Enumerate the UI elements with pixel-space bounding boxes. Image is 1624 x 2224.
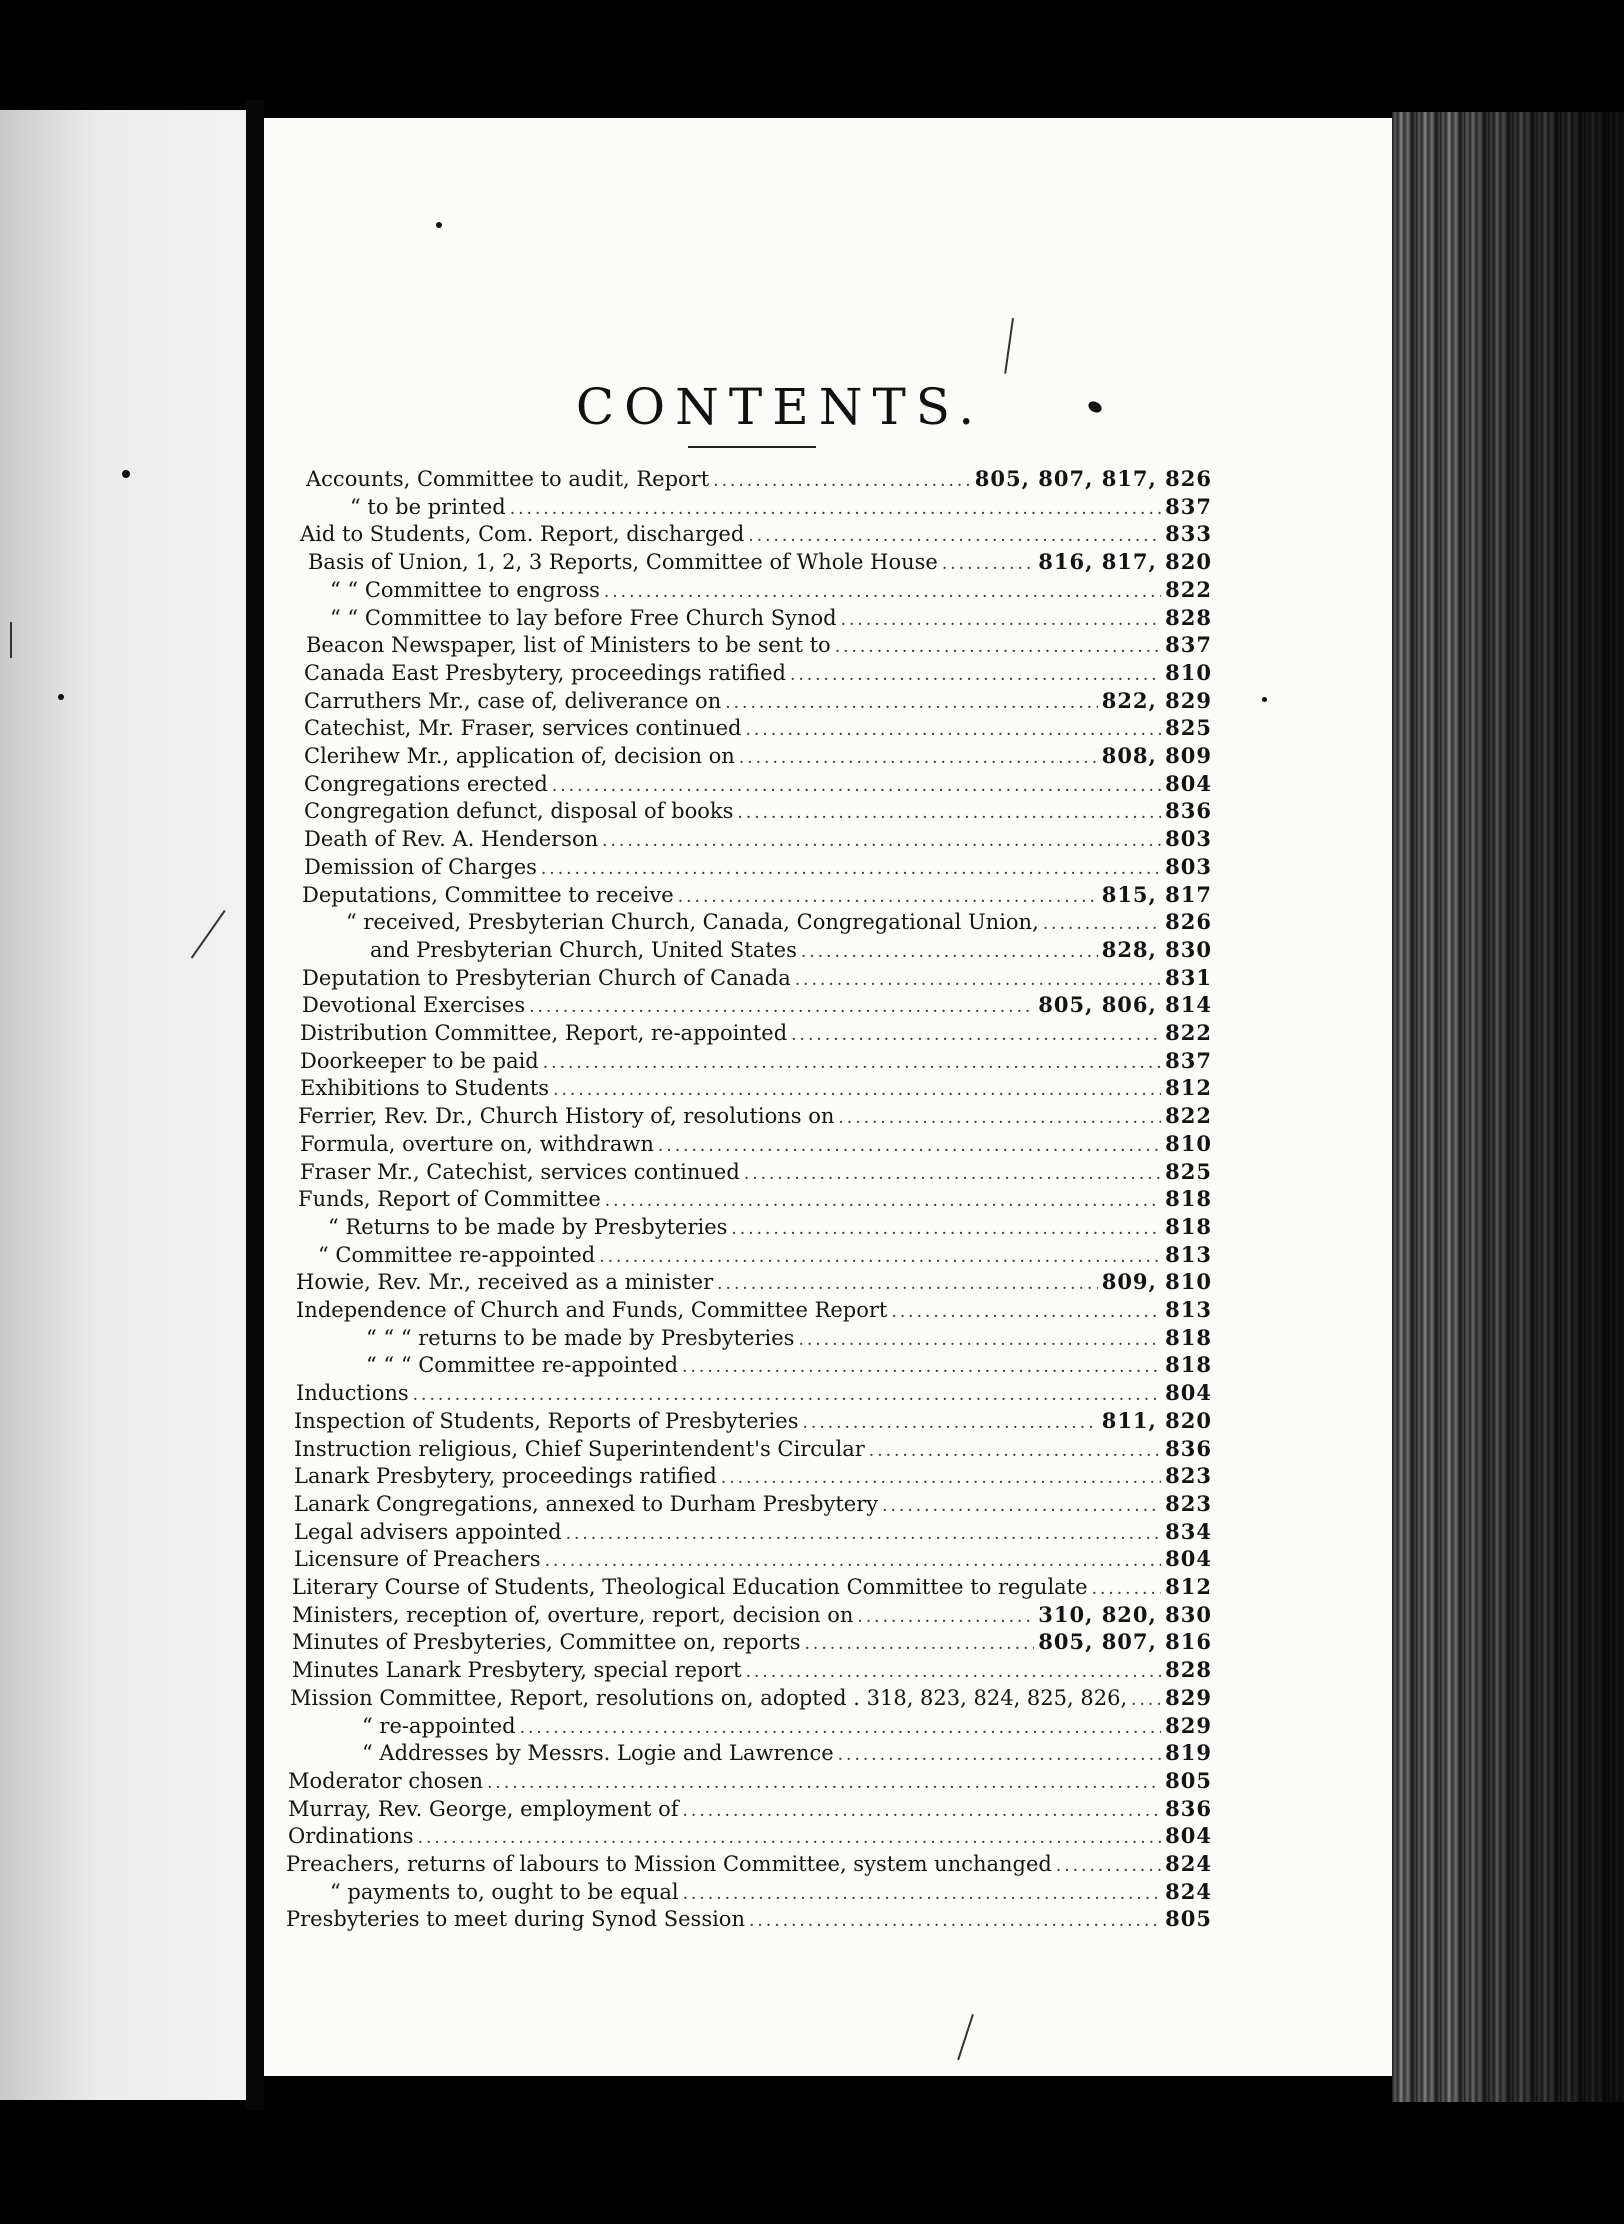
toc-entry-label: Congregation defunct, disposal of books: [304, 799, 734, 824]
toc-entry-pages: 836: [1165, 1435, 1212, 1461]
toc-entry-pages: 825: [1165, 715, 1212, 741]
toc-entry: [300, 1020, 1212, 1048]
toc-entry-pages: 818: [1165, 1213, 1212, 1239]
dot-leader: [658, 1136, 1161, 1156]
toc-entry-label: Catechist, Mr. Fraser, services continued: [304, 716, 742, 741]
toc-entry-label: “ Committee re-appointed: [318, 1242, 596, 1267]
dot-leader: [683, 1884, 1162, 1904]
toc-entry-label: Ferrier, Rev. Dr., Church History of, resolutions on: [298, 1104, 835, 1129]
dot-leader: [841, 610, 1162, 630]
toc-entry: [300, 521, 1212, 549]
toc-entry-pages: 816, 817, 820: [1038, 549, 1212, 575]
toc-entry-label: Licensure of Preachers: [294, 1547, 541, 1572]
toc-entry-label: Independence of Church and Funds, Committee Report: [296, 1298, 888, 1322]
dot-leader: [510, 499, 1161, 519]
toc-entry: [302, 992, 1212, 1020]
toc-entry: [304, 854, 1212, 882]
toc-entry-pages: 818: [1165, 1186, 1212, 1212]
toc-entry-pages: 803: [1165, 826, 1212, 852]
toc-entry: [308, 549, 1212, 577]
toc-entry: [304, 715, 1212, 743]
toc-entry-pages: 837: [1165, 493, 1212, 519]
toc-entry-pages: 828: [1165, 604, 1212, 630]
toc-entry: [370, 937, 1212, 965]
toc-entry: [300, 1131, 1212, 1159]
toc-entry-pages: 810: [1165, 1130, 1212, 1156]
dot-leader: [942, 554, 1034, 574]
toc-entry-label: Minutes Lanark Presbytery, special report: [292, 1658, 742, 1683]
toc-entry-pages: 818: [1165, 1324, 1212, 1350]
dot-leader: [725, 693, 1097, 713]
toc-entry-label: “ re-appointed: [362, 1713, 516, 1738]
toc-entry-label: Accounts, Committee to audit, Report: [306, 467, 710, 491]
dot-leader: [413, 1385, 1162, 1405]
toc-entry-pages: 836: [1165, 1795, 1212, 1821]
dot-leader: [418, 1828, 1162, 1848]
dot-leader: [746, 720, 1162, 740]
dot-leader: [731, 1219, 1161, 1239]
toc-entry-pages: 822: [1165, 576, 1212, 602]
toc-entry-label: Lanark Congregations, annexed to Durham Presbytery: [294, 1491, 879, 1516]
dot-leader: [541, 859, 1161, 879]
toc-entry-label: Legal advisers appointed: [294, 1519, 562, 1544]
toc-entry-label: Ministers, reception of, overture, report, decision on: [292, 1602, 854, 1627]
toc-entry: [292, 1602, 1212, 1630]
toc-entry-pages: 837: [1165, 1047, 1212, 1073]
toc-entry: [296, 1269, 1212, 1297]
toc-entry-pages: 804: [1165, 1546, 1212, 1572]
toc-entry: [330, 1879, 1212, 1907]
toc-entry-pages: 812: [1165, 1574, 1212, 1599]
dot-leader: [891, 1302, 1161, 1322]
dot-leader: [838, 1108, 1161, 1128]
toc-entry-pages: 815, 817: [1101, 881, 1212, 907]
dot-leader: [838, 1745, 1162, 1765]
toc-entry-label: “ “ Committee to lay before Free Church Synod: [330, 605, 837, 630]
dot-leader: [543, 1053, 1161, 1073]
dot-leader: [1043, 914, 1161, 934]
toc-entry-label: “ “ Committee to engross: [330, 577, 600, 602]
dot-leader: [545, 1551, 1162, 1571]
toc-entry-label: Basis of Union, 1, 2, 3 Reports, Committee of Whole House: [308, 550, 938, 575]
dot-leader: [882, 1496, 1161, 1516]
toc-entry: [300, 1048, 1212, 1076]
toc-entry-label: “ payments to, ought to be equal: [330, 1879, 679, 1904]
toc-entry-pages: 834: [1165, 1518, 1212, 1544]
dot-leader: [599, 1247, 1161, 1267]
scan-speck: [122, 470, 130, 478]
toc-entry-pages: 805: [1165, 1906, 1212, 1932]
toc-entry-label: Death of Rev. A. Henderson: [304, 827, 599, 852]
toc-entry-label: Fraser Mr., Catechist, services continued: [300, 1159, 740, 1184]
toc-entry-pages: 837: [1165, 632, 1212, 658]
toc-entry: [346, 909, 1212, 937]
dot-leader: [487, 1773, 1161, 1793]
toc-entry: [292, 1629, 1212, 1657]
toc-entry-label: Deputation to Presbyterian Church of Canada: [302, 965, 791, 990]
toc-entry-label: “ “ “ returns to be made by Presbyteries: [366, 1325, 795, 1350]
dot-leader: [1131, 1690, 1161, 1710]
toc-entry-label: Lanark Presbytery, proceedings ratified: [294, 1464, 717, 1489]
toc-entry-label: Ordinations: [288, 1824, 414, 1849]
toc-entry: [290, 1685, 1212, 1713]
toc-entry: [298, 1103, 1212, 1131]
toc-entry-pages: 823: [1165, 1490, 1212, 1516]
toc-entry-pages: 804: [1165, 1380, 1212, 1406]
dot-leader: [682, 1357, 1161, 1377]
dot-leader: [737, 803, 1161, 823]
page-title: CONTENTS.: [575, 378, 985, 436]
toc-entry: [304, 688, 1212, 716]
toc-entry-pages: 836: [1165, 798, 1212, 824]
toc-entry: [288, 1796, 1212, 1824]
toc-entry: [330, 605, 1212, 633]
toc-entry-label: “ received, Presbyterian Church, Canada, Congregational Union,: [346, 910, 1039, 935]
dot-leader: [721, 1468, 1161, 1488]
toc-entry: [292, 1574, 1212, 1602]
toc-entry-label: Literary Course of Students, Theological Education Committee to regulate: [292, 1575, 1088, 1599]
toc-entry: [350, 494, 1212, 522]
toc-entry-pages: 811, 820: [1101, 1407, 1212, 1433]
toc-entry: [304, 826, 1212, 854]
toc-entry: [304, 660, 1212, 688]
toc-entry: [362, 1713, 1212, 1741]
dot-leader: [746, 1662, 1162, 1682]
dot-leader: [795, 970, 1161, 990]
toc-entry-label: Instruction religious, Chief Superintendent's Circular: [294, 1436, 865, 1461]
toc-entry-label: Mission Committee, Report, resolutions on, adopted . 318, 823, 824, 825, 826,: [290, 1685, 1128, 1710]
toc-entry: [286, 1906, 1212, 1934]
toc-entry: [294, 1519, 1212, 1547]
toc-entry-label: Minutes of Presbyteries, Committee on, reports: [292, 1630, 801, 1655]
toc-entry: [300, 1075, 1212, 1103]
dot-leader: [678, 887, 1098, 907]
toc-entry-label: Devotional Exercises: [302, 993, 526, 1018]
toc-entry-label: Inductions: [296, 1381, 409, 1406]
toc-entry-pages: 805: [1165, 1767, 1212, 1793]
dot-leader: [748, 526, 1161, 546]
dot-leader: [520, 1718, 1162, 1738]
dot-leader: [566, 1524, 1162, 1544]
toc-entry-pages: 822: [1165, 1020, 1212, 1045]
dot-leader: [869, 1441, 1161, 1461]
toc-entry: [366, 1325, 1212, 1353]
toc-entry: [302, 882, 1212, 910]
toc-entry: [362, 1740, 1212, 1768]
toc-entry-label: Howie, Rev. Mr., received as a minister: [296, 1270, 714, 1295]
toc-entry: [318, 1242, 1212, 1270]
toc-entry-label: Beacon Newspaper, list of Ministers to be sent to: [306, 633, 831, 658]
toc-entry-pages: 823: [1165, 1463, 1212, 1489]
toc-entry: [298, 1186, 1212, 1214]
toc-entry: [294, 1408, 1212, 1436]
toc-entry-label: Preachers, returns of labours to Mission Committee, system unchanged: [286, 1852, 1052, 1876]
toc-entry: [366, 1352, 1212, 1380]
dot-leader: [801, 942, 1098, 962]
toc-entry: [302, 965, 1212, 993]
dot-leader: [739, 748, 1098, 768]
toc-entry: [288, 1823, 1212, 1851]
toc-entry-label: Exhibitions to Students: [300, 1076, 550, 1101]
dot-leader: [790, 665, 1161, 685]
toc-entry: [294, 1546, 1212, 1574]
dot-leader: [802, 1413, 1097, 1433]
toc-entry: [296, 1380, 1212, 1408]
dot-leader: [791, 1025, 1161, 1045]
toc-entry-label: Clerihew Mr., application of, decision on: [304, 744, 735, 768]
dot-leader: [552, 776, 1161, 796]
toc-entry: [300, 1159, 1212, 1187]
dot-leader: [744, 1164, 1161, 1184]
toc-entry-label: “ Addresses by Messrs. Logie and Lawrence: [362, 1741, 834, 1766]
toc-entry-pages: 810: [1165, 659, 1212, 685]
dot-leader: [713, 471, 971, 491]
dot-leader: [1092, 1579, 1162, 1599]
toc-entry-pages: 825: [1165, 1158, 1212, 1184]
dot-leader: [553, 1080, 1161, 1100]
toc-entry: [286, 1851, 1212, 1879]
toc-entry-pages: 824: [1165, 1878, 1212, 1904]
toc-entry-label: Moderator chosen: [288, 1768, 484, 1793]
toc-entry-label: Distribution Committee, Report, re-appointed: [300, 1021, 788, 1045]
toc-entry-pages: 813: [1165, 1297, 1212, 1322]
scan-speck: [1262, 697, 1267, 702]
toc-entry-pages: 826: [1165, 909, 1212, 935]
toc-entry-pages: 822, 829: [1101, 687, 1212, 713]
toc-entry: [306, 466, 1212, 494]
toc-entry-pages: 824: [1165, 1851, 1212, 1876]
toc-entry: [294, 1436, 1212, 1464]
dot-leader: [798, 1330, 1161, 1350]
dot-leader: [805, 1634, 1035, 1654]
scan-speck: [58, 694, 64, 700]
toc-entry-pages: 805, 807, 817, 826: [974, 466, 1212, 491]
dot-leader: [749, 1911, 1161, 1931]
toc-entry-label: “ to be printed: [350, 494, 506, 519]
toc-entry-label: Demission of Charges: [304, 854, 537, 879]
dot-leader: [1056, 1856, 1161, 1876]
toc-entry-pages: 803: [1165, 853, 1212, 879]
dot-leader: [605, 1191, 1161, 1211]
toc-entry-label: and Presbyterian Church, United States: [370, 937, 797, 962]
toc-entry-pages: 828: [1165, 1657, 1212, 1683]
toc-entry-pages: 833: [1165, 521, 1212, 547]
toc-entry: [288, 1768, 1212, 1796]
toc-entry-pages: 818: [1165, 1352, 1212, 1378]
toc-entry: [304, 798, 1212, 826]
toc-entry-pages: 812: [1165, 1075, 1212, 1101]
toc-entry-label: Presbyteries to meet during Synod Session: [286, 1907, 745, 1932]
toc-entry: [306, 632, 1212, 660]
toc-entry-pages: 829: [1165, 1684, 1212, 1710]
toc-entry: [304, 743, 1212, 771]
toc-entry-label: Murray, Rev. George, employment of: [288, 1796, 679, 1821]
toc-entry: [330, 577, 1212, 605]
toc-entry-pages: 822: [1165, 1103, 1212, 1129]
dot-leader: [857, 1607, 1034, 1627]
toc-entry-label: Formula, overture on, withdrawn: [300, 1131, 654, 1156]
toc-entry-pages: 805, 807, 816: [1038, 1629, 1212, 1655]
dot-leader: [835, 637, 1161, 657]
toc-entry-label: Canada East Presbytery, proceedings ratified: [304, 660, 786, 685]
toc-entry: [328, 1214, 1212, 1242]
toc-entry-pages: 809, 810: [1101, 1269, 1212, 1295]
scan-speck: [436, 222, 442, 228]
toc-entry-pages: 829: [1165, 1712, 1212, 1738]
toc-entry-pages: 831: [1165, 964, 1212, 990]
toc-entry: [304, 771, 1212, 799]
toc-entry: [292, 1657, 1212, 1685]
toc-entry: [294, 1463, 1212, 1491]
toc-entry-pages: 819: [1165, 1740, 1212, 1766]
toc-entry-label: “ “ “ Committee re-appointed: [366, 1353, 679, 1378]
toc-entry-label: Congregations erected: [304, 771, 548, 796]
toc-entry: [294, 1491, 1212, 1519]
toc-entry-label: Deputations, Committee to receive: [302, 882, 674, 907]
toc-entry-label: Inspection of Students, Reports of Presbyteries: [294, 1408, 799, 1433]
toc-entry-label: Carruthers Mr., case of, deliverance on: [304, 688, 722, 713]
toc-entry-pages: 813: [1165, 1241, 1212, 1267]
toc-entry-pages: 805, 806, 814: [1038, 992, 1212, 1018]
toc-entry-pages: 310, 820, 830: [1038, 1601, 1212, 1627]
toc-entry-pages: 808, 809: [1101, 743, 1212, 768]
toc-entry-pages: 828, 830: [1101, 936, 1212, 962]
dot-leader: [683, 1801, 1162, 1821]
toc-entry-pages: 804: [1165, 770, 1212, 796]
toc-entry: [296, 1297, 1212, 1325]
dot-leader: [717, 1274, 1098, 1294]
dot-leader: [602, 831, 1161, 851]
scan-scratch: [10, 622, 12, 658]
toc-entry-label: Aid to Students, Com. Report, discharged: [300, 522, 745, 547]
toc-entry-label: Doorkeeper to be paid: [300, 1048, 539, 1073]
dot-leader: [529, 997, 1034, 1017]
dot-leader: [604, 582, 1161, 602]
toc-entry-label: “ Returns to be made by Presbyteries: [328, 1214, 728, 1239]
toc-entry-label: Funds, Report of Committee: [298, 1187, 601, 1212]
toc-entry-pages: 804: [1165, 1823, 1212, 1849]
